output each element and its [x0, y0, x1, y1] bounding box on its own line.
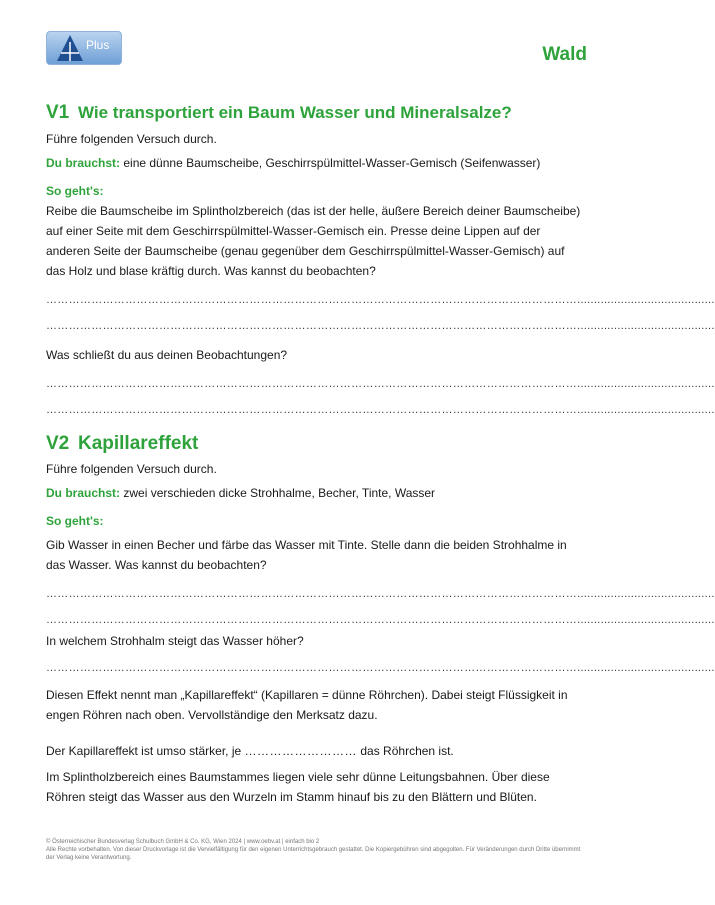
v1-question2: Was schließt du aus deinen Beobachtungen? [46, 348, 288, 362]
v2-rule-before: Der Kapillareffekt ist umso stärker, je [46, 744, 242, 758]
v2-heading [46, 433, 586, 455]
v2-title: Kapillareffekt [77, 433, 199, 454]
v1-needs-text: eine dünne Baumscheibe, Geschirrspülmittel-Wasser-Gemisch (Seifenwasser) [123, 156, 541, 170]
answer-line[interactable]: ……………………………………………………………………………………………………………………………......................................... [46, 588, 715, 600]
topic-title: Wald [542, 44, 587, 65]
fill-in-blank[interactable]: ……………………… [244, 744, 358, 758]
answer-line[interactable]: ……………………………………………………………………………………………………………………………......................................... [46, 320, 715, 332]
v1-intro: Führe folgenden Versuch durch. [46, 132, 217, 146]
v1-title: Wie transportiert ein Baum Wasser und Mineralsalze? [77, 103, 512, 122]
answer-line[interactable]: ……………………………………………………………………………………………………………………………......................................... [46, 294, 715, 306]
v2-rule [46, 741, 586, 761]
v1-needs-label: Du brauchst: [46, 156, 121, 170]
logo-text: Plus [86, 38, 110, 52]
v2-needs-label: Du brauchst: [46, 486, 121, 500]
publisher-logo [46, 31, 122, 65]
v2-instructions: Gib Wasser in einen Becher und färbe das Wasser mit Tinte. Stelle dann die beiden Strohhalme in das Wasser. Was kannst du beobachten? [46, 538, 567, 572]
v2-closing: Im Splintholzbereich eines Baumstammes liegen viele sehr dünne Leitungsbahnen. Über diese Röhren steigt das Wasser aus den Wurzeln im Stamm hinauf bis zu den Blättern und Blüten. [46, 770, 550, 804]
v1-number: V1 [46, 102, 70, 123]
v2-number: V2 [46, 433, 70, 454]
answer-line[interactable]: ……………………………………………………………………………………………………………………………......................................... [46, 378, 715, 390]
v1-howto-label: So geht's: [46, 184, 104, 198]
v2-rule-after: das Röhrchen ist. [360, 744, 454, 758]
v2-question2: In welchem Strohhalm steigt das Wasser höher? [46, 634, 304, 648]
worksheet-content [46, 100, 715, 807]
footer-copyright: © Österreichischer Bundesverlag Schulbuch GmbH & Co. KG, Wien 2024 | www.oebv.at | einfach bio 2 [46, 839, 320, 845]
v1-instructions: Reibe die Baumscheibe im Splintholzbereich (das ist der helle, äußere Bereich deiner Baumscheibe) auf einer Seite mit dem Geschirrspülmittel-Wasser-Gemisch ein. Presse deine Lippen auf der anderen Seite der Baumscheibe (genau gegenüber dem Geschirrspülmittel-Wasser-Gemisch) auf das Holz und blase kräftig durch. Was kannst du beobachten? [46, 204, 581, 278]
v2-needs [46, 483, 586, 503]
answer-line[interactable]: ……………………………………………………………………………………………………………………………......................................... [46, 614, 715, 626]
answer-line[interactable]: ……………………………………………………………………………………………………………………………......................................... [46, 662, 715, 674]
v2-intro: Führe folgenden Versuch durch. [46, 462, 217, 476]
footer [46, 838, 586, 863]
v1-heading [46, 102, 586, 124]
triangle-logo-icon [56, 34, 84, 62]
v1-needs [46, 153, 586, 173]
answer-line[interactable]: ……………………………………………………………………………………………………………………………......................................... [46, 404, 715, 416]
footer-rights: Alle Rechte vorbehalten. Von dieser Druckvorlage ist die Vervielfältigung für den eigenen Unterrichtsgebrauch gestattet. Die Kopiergebühren sind abgegolten. Für Veränderungen durch Dritte übernimmt der Verlag keine Verantwortung. [46, 847, 581, 862]
v2-effect-text: Diesen Effekt nennt man „Kapillareffekt“ (Kapillaren = dünne Röhrchen). Dabei steigt Flüssigkeit in engen Röhren nach oben. Vervollständige den Merksatz dazu. [46, 688, 568, 722]
v2-needs-text: zwei verschieden dicke Strohhalme, Becher, Tinte, Wasser [123, 486, 436, 500]
v2-howto-label: So geht's: [46, 514, 104, 528]
